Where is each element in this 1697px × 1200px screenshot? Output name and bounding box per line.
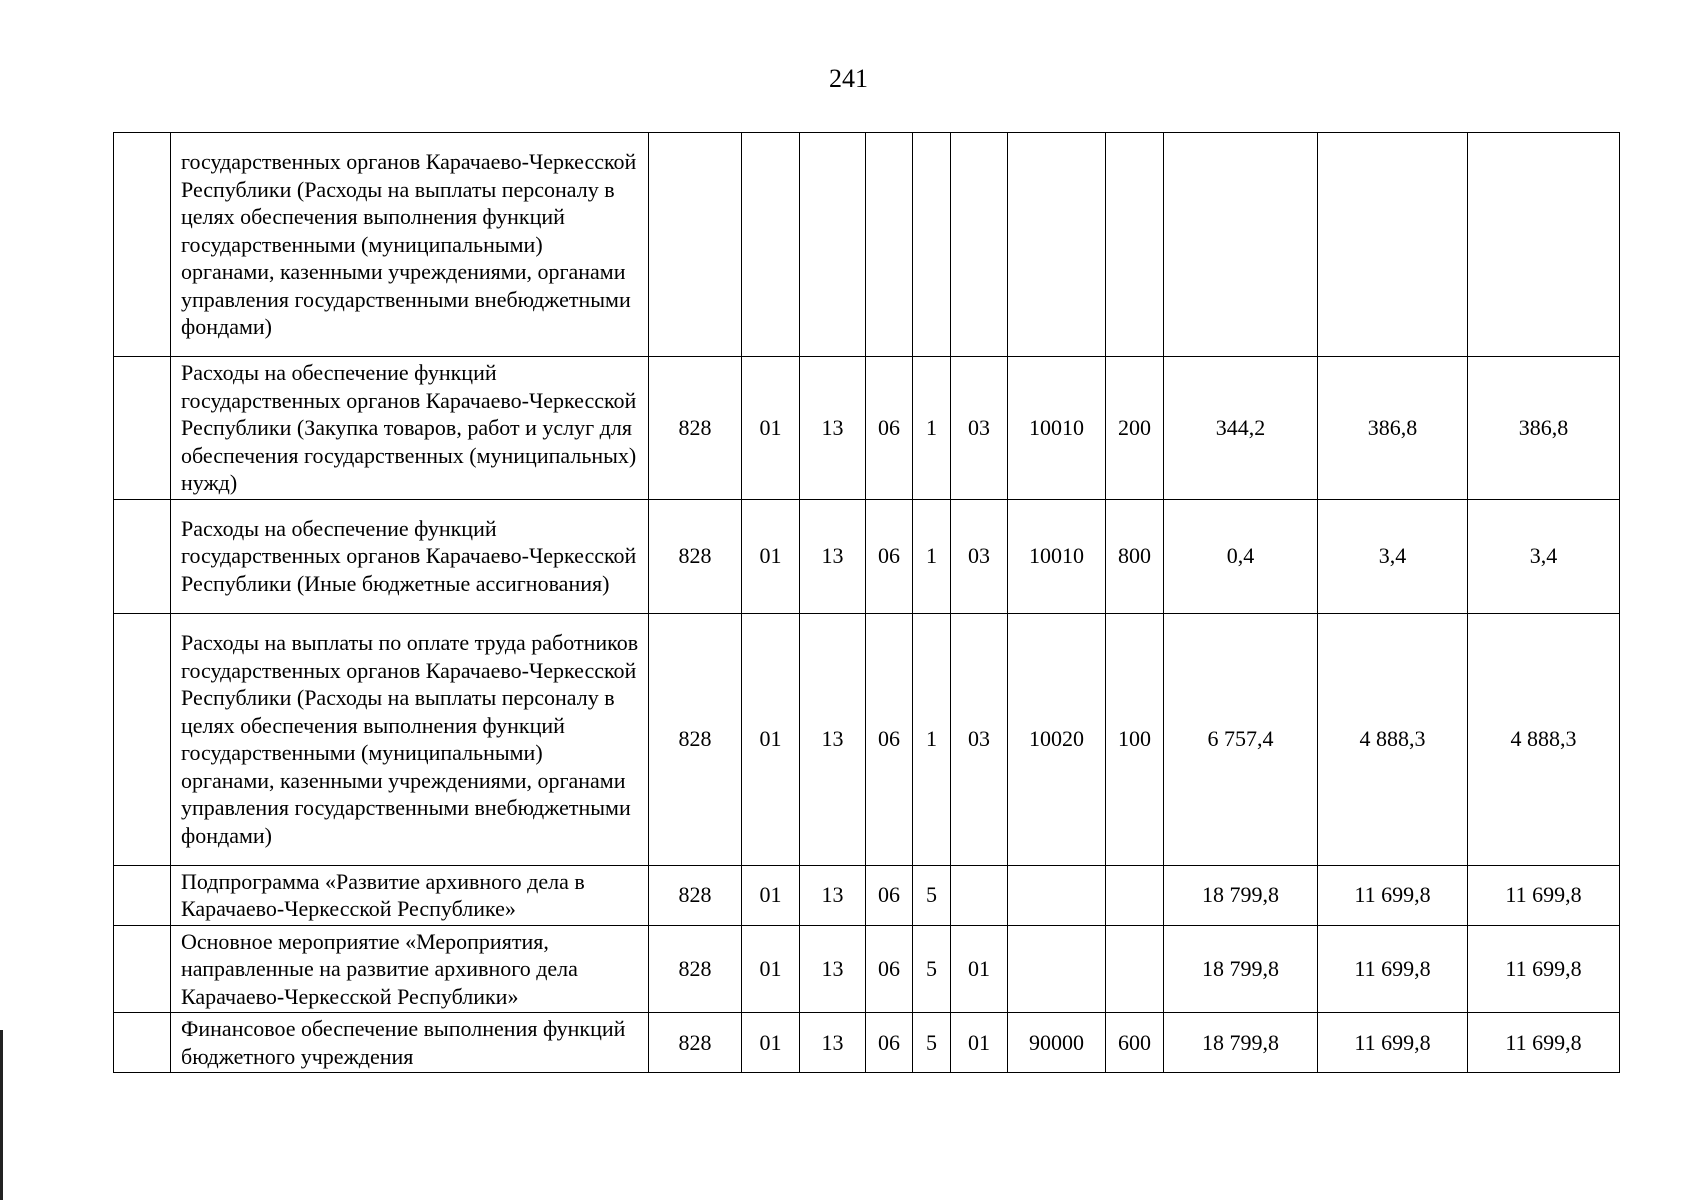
code-subprogram: 1	[913, 357, 951, 500]
code-direction: 10010	[1008, 357, 1106, 500]
code-direction	[1008, 133, 1106, 357]
page-number: 241	[829, 64, 868, 93]
code-event: 03	[951, 357, 1008, 500]
code-expense-type: 800	[1106, 499, 1164, 613]
value-year-1: 18 799,8	[1164, 925, 1318, 1013]
code-ministry	[649, 133, 742, 357]
row-name: Финансовое обеспечение выполнения функций бюджетного учреждения	[171, 1013, 649, 1073]
value-year-1: 6 757,4	[1164, 613, 1318, 865]
value-year-3: 11 699,8	[1468, 865, 1620, 925]
code-subsection: 13	[800, 613, 866, 865]
code-subsection: 13	[800, 865, 866, 925]
row-number-cell	[114, 133, 171, 357]
row-name: Расходы на обеспечение функций государственных органов Карачаево-Черкесской Республики (Закупка товаров, работ и услуг для обеспечения государственных (муниципальных) нужд)	[171, 357, 649, 500]
code-event	[951, 865, 1008, 925]
row-name: Основное мероприятие «Мероприятия, направленные на развитие архивного дела Карачаево-Черкесской Республики»	[171, 925, 649, 1013]
code-program: 06	[866, 613, 913, 865]
value-year-1: 0,4	[1164, 499, 1318, 613]
code-ministry: 828	[649, 865, 742, 925]
code-section: 01	[742, 357, 800, 500]
value-year-2: 4 888,3	[1318, 613, 1468, 865]
value-year-1: 18 799,8	[1164, 1013, 1318, 1073]
code-section: 01	[742, 499, 800, 613]
value-year-1	[1164, 133, 1318, 357]
row-number-cell	[114, 925, 171, 1013]
code-section	[742, 133, 800, 357]
code-expense-type	[1106, 925, 1164, 1013]
value-year-3: 3,4	[1468, 499, 1620, 613]
value-year-2: 11 699,8	[1318, 1013, 1468, 1073]
code-direction: 10020	[1008, 613, 1106, 865]
row-number-cell	[114, 865, 171, 925]
table-row	[114, 925, 1620, 1013]
code-program	[866, 133, 913, 357]
row-name: государственных органов Карачаево-Черкесской Республики (Расходы на выплаты персоналу в целях обеспечения выполнения функций государственными (муниципальными) органами, казенными учреждениями, органами управления государственными внебюджетными фондами)	[171, 133, 649, 357]
code-expense-type	[1106, 133, 1164, 357]
code-subprogram: 1	[913, 613, 951, 865]
table-row	[114, 1013, 1620, 1073]
value-year-2: 11 699,8	[1318, 925, 1468, 1013]
code-ministry: 828	[649, 1013, 742, 1073]
value-year-2	[1318, 133, 1468, 357]
code-event	[951, 133, 1008, 357]
code-subsection: 13	[800, 499, 866, 613]
code-subprogram: 1	[913, 499, 951, 613]
value-year-3: 4 888,3	[1468, 613, 1620, 865]
code-subprogram: 5	[913, 1013, 951, 1073]
value-year-2: 11 699,8	[1318, 865, 1468, 925]
code-program: 06	[866, 499, 913, 613]
code-section: 01	[742, 925, 800, 1013]
code-subprogram	[913, 133, 951, 357]
budget-table	[113, 132, 1620, 1073]
code-ministry: 828	[649, 499, 742, 613]
code-expense-type: 100	[1106, 613, 1164, 865]
code-direction	[1008, 925, 1106, 1013]
code-event: 01	[951, 1013, 1008, 1073]
code-event: 03	[951, 613, 1008, 865]
value-year-3: 386,8	[1468, 357, 1620, 500]
row-number-cell	[114, 613, 171, 865]
code-subsection: 13	[800, 925, 866, 1013]
code-subsection: 13	[800, 1013, 866, 1073]
table-row	[114, 613, 1620, 865]
row-number-cell	[114, 1013, 171, 1073]
code-expense-type	[1106, 865, 1164, 925]
value-year-3: 11 699,8	[1468, 925, 1620, 1013]
row-name: Расходы на выплаты по оплате труда работников государственных органов Карачаево-Черкесской Республики (Расходы на выплаты персоналу в целях обеспечения выполнения функций государственными (муниципальными) органами, казенными учреждениями, органами управления государственными внебюджетными фондами)	[171, 613, 649, 865]
code-program: 06	[866, 865, 913, 925]
code-subprogram: 5	[913, 865, 951, 925]
code-direction: 10010	[1008, 499, 1106, 613]
code-expense-type: 200	[1106, 357, 1164, 500]
value-year-3: 11 699,8	[1468, 1013, 1620, 1073]
code-section: 01	[742, 1013, 800, 1073]
row-number-cell	[114, 357, 171, 500]
table-row	[114, 865, 1620, 925]
scan-edge-line	[0, 1030, 3, 1200]
value-year-1: 344,2	[1164, 357, 1318, 500]
code-program: 06	[866, 357, 913, 500]
code-section: 01	[742, 865, 800, 925]
table-row	[114, 357, 1620, 500]
row-number-cell	[114, 499, 171, 613]
value-year-3	[1468, 133, 1620, 357]
code-subsection	[800, 133, 866, 357]
code-ministry: 828	[649, 357, 742, 500]
code-direction	[1008, 865, 1106, 925]
code-event: 01	[951, 925, 1008, 1013]
code-program: 06	[866, 925, 913, 1013]
row-name: Подпрограмма «Развитие архивного дела в Карачаево-Черкесской Республике»	[171, 865, 649, 925]
value-year-2: 3,4	[1318, 499, 1468, 613]
value-year-2: 386,8	[1318, 357, 1468, 500]
code-ministry: 828	[649, 613, 742, 865]
row-name: Расходы на обеспечение функций государственных органов Карачаево-Черкесской Республики (Иные бюджетные ассигнования)	[171, 499, 649, 613]
code-subsection: 13	[800, 357, 866, 500]
table-row	[114, 499, 1620, 613]
code-program: 06	[866, 1013, 913, 1073]
value-year-1: 18 799,8	[1164, 865, 1318, 925]
code-subprogram: 5	[913, 925, 951, 1013]
table-row	[114, 133, 1620, 357]
code-event: 03	[951, 499, 1008, 613]
code-ministry: 828	[649, 925, 742, 1013]
code-expense-type: 600	[1106, 1013, 1164, 1073]
code-section: 01	[742, 613, 800, 865]
code-direction: 90000	[1008, 1013, 1106, 1073]
